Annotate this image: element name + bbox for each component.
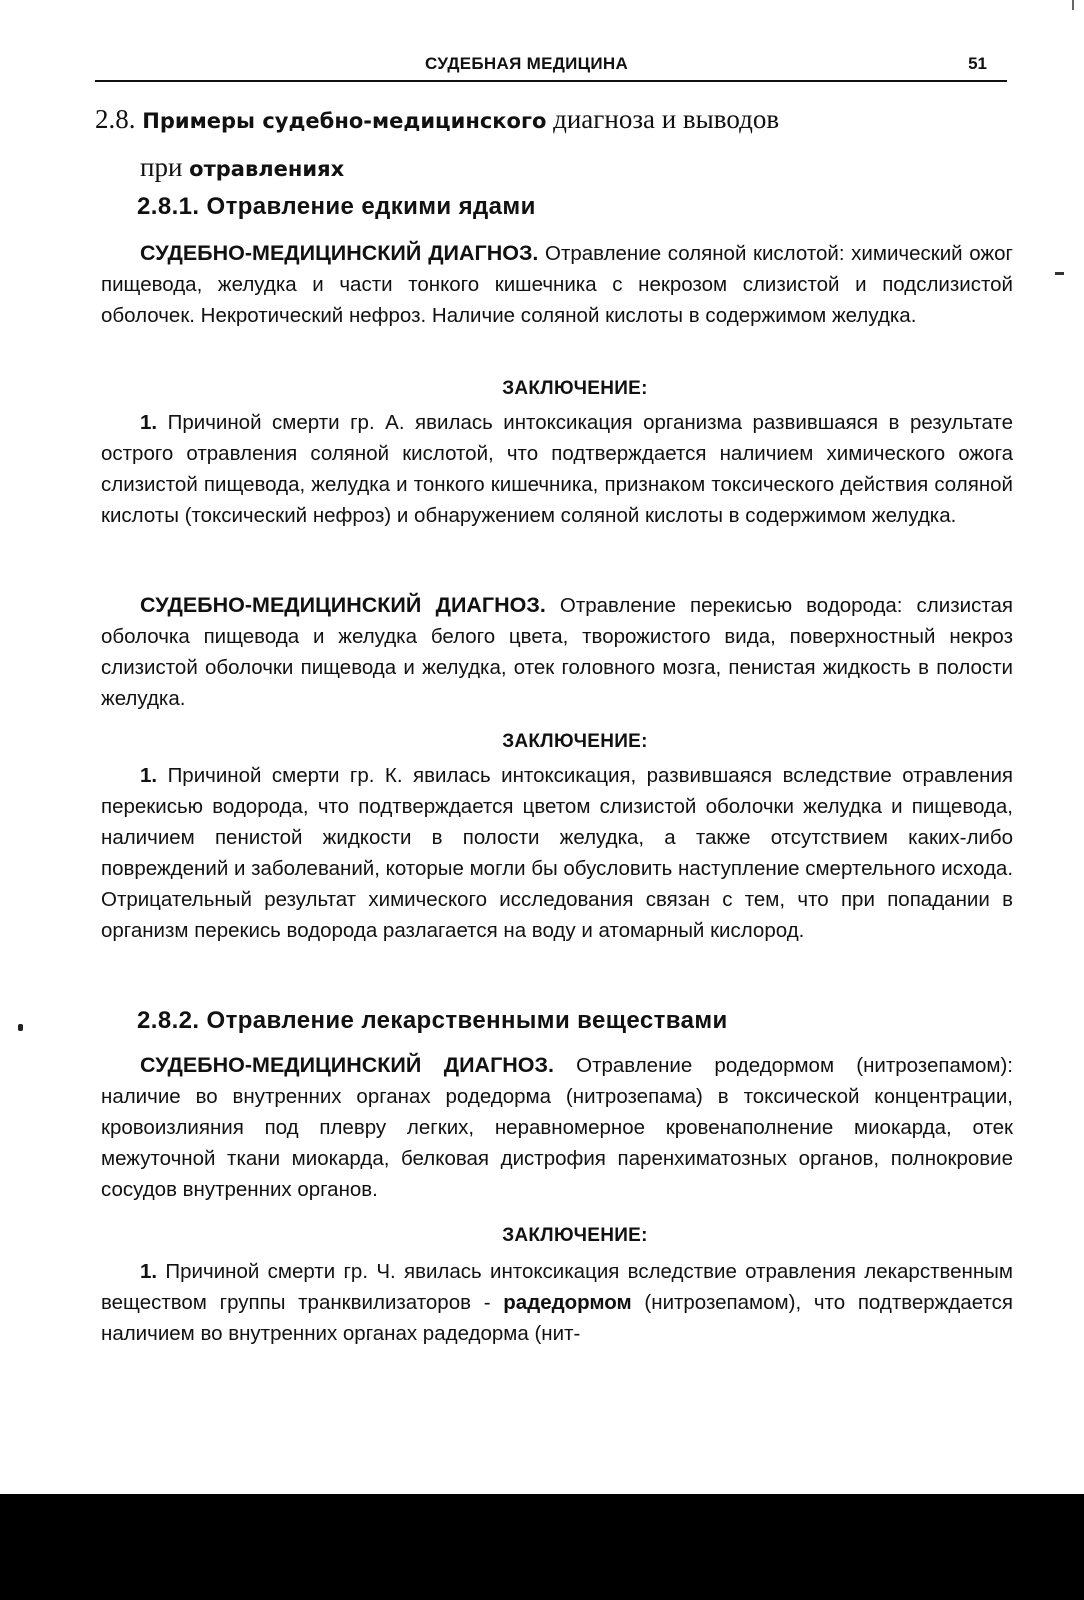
diagnosis-label-3: СУДЕБНО-МЕДИЦИНСКИЙ ДИАГНОЗ. xyxy=(140,1053,554,1077)
page-number: 51 xyxy=(968,54,987,73)
section-number: 2.8. xyxy=(95,104,136,134)
conclusion-number-3: 1. xyxy=(140,1260,158,1283)
diagnosis-text-2: Отравление перекисью водорода: слизистая оболочка пищевода и желудка белого цвета, творожистого вида, поверхностный некроз слизистой оболочки пищевода и желудка, отек головного мозга, пенистая жидкость в полости желудка. xyxy=(101,594,1013,710)
conclusion-number-1: 1. xyxy=(140,411,158,434)
diagnosis-text-1: Отравление соляной кислотой: химический ожог пищевода, желудка и части тонкого кишечника с некрозом слизистой и подслизистой оболочек. Некротический нефроз. Наличие соляной кислоты в содержимом желудка. xyxy=(101,242,1013,327)
conclusion-heading-2: ЗАКЛЮЧЕНИЕ: xyxy=(502,731,648,752)
diagnosis-label-1: СУДЕБНО-МЕДИЦИНСКИЙ ДИАГНОЗ. xyxy=(140,241,539,265)
conclusion-paragraph-3 xyxy=(101,1256,1013,1349)
conclusion-highlight-drug: радедормом xyxy=(503,1291,632,1314)
section-title-bold-2: отравлениях xyxy=(189,157,345,181)
conclusion-number-2: 1. xyxy=(140,764,158,787)
scan-edge-mark xyxy=(1072,0,1074,10)
diagnosis-label-2: СУДЕБНО-МЕДИЦИНСКИЙ ДИАГНОЗ. xyxy=(140,593,546,617)
diagnosis-paragraph-1 xyxy=(101,238,1013,331)
subsection-heading-2: 2.8.2. Отравление лекарственными веществами xyxy=(137,1007,728,1034)
section-title-regular-2: при xyxy=(140,152,183,182)
conclusion-heading-3: ЗАКЛЮЧЕНИЕ: xyxy=(502,1225,648,1246)
conclusion-paragraph-2 xyxy=(101,760,1013,946)
margin-dot-mark xyxy=(18,1024,23,1031)
conclusion-text-2: Причиной смерти гр. К. явилась интоксикация, развившаяся вследствие отравления перекисью водорода, что подтверждается цветом слизистой оболочки желудка и пищевода, наличием пенистой жидкости в полости желудка, а также отсутствием каких-либо повреждений и заболеваний, которые могли бы обусловить наступление смертельного исхода. Отрицательный результат химического исследования связан с тем, что при попадании в организм перекись водорода разлагается на воду и атомарный кислород. xyxy=(101,764,1014,942)
conclusion-heading-1: ЗАКЛЮЧЕНИЕ: xyxy=(502,378,648,399)
conclusion-text-3b: (нитрозепамом), что подтверждается наличием во внутренних органах радедорма (нит- xyxy=(101,1291,1014,1345)
diagnosis-paragraph-2 xyxy=(101,590,1013,714)
conclusion-text-1: Причиной смерти гр. А. явилась интоксикация организма развившаяся в результате острого отравления соляной кислотой, что подтверждается наличием химического ожога слизистой пищевода, желудка и тонкого кишечника, признаком токсического действия соляной кислоты (токсический нефроз) и обнаружением соляной кислоты в содержимом желудка. xyxy=(101,411,1013,527)
conclusion-paragraph-1 xyxy=(101,407,1013,531)
section-title-regular-1: диагноза и выводов xyxy=(553,104,780,134)
scan-bottom-black-band xyxy=(0,1494,1084,1600)
section-heading xyxy=(95,96,995,192)
section-heading-line-2 xyxy=(95,144,995,192)
diagnosis-paragraph-3 xyxy=(101,1050,1013,1205)
running-header xyxy=(95,50,1007,82)
subsection-heading-1: 2.8.1. Отравление едкими ядами xyxy=(137,193,536,220)
conclusion-text-3a: Причиной смерти гр. Ч. явилась интоксикация вследствие отравления лекарственным веществом группы транквилизаторов - xyxy=(101,1260,1013,1314)
margin-dash-mark xyxy=(1055,272,1064,275)
section-title-bold-1: Примеры судебно-медицинского xyxy=(142,109,547,133)
diagnosis-text-3: Отравление родедормом (нитрозепамом): наличие во внутренних органах родедорма (нитрозепама) в токсической концентрации, кровоизлияния под плевру легких, неравномерное кровенаполнение миокарда, отек межуточной ткани миокарда, белковая дистрофия паренхиматозных органов, полнокровие сосудов внутренних органов. xyxy=(101,1054,1013,1201)
running-header-title: СУДЕБНАЯ МЕДИЦИНА xyxy=(425,54,629,73)
